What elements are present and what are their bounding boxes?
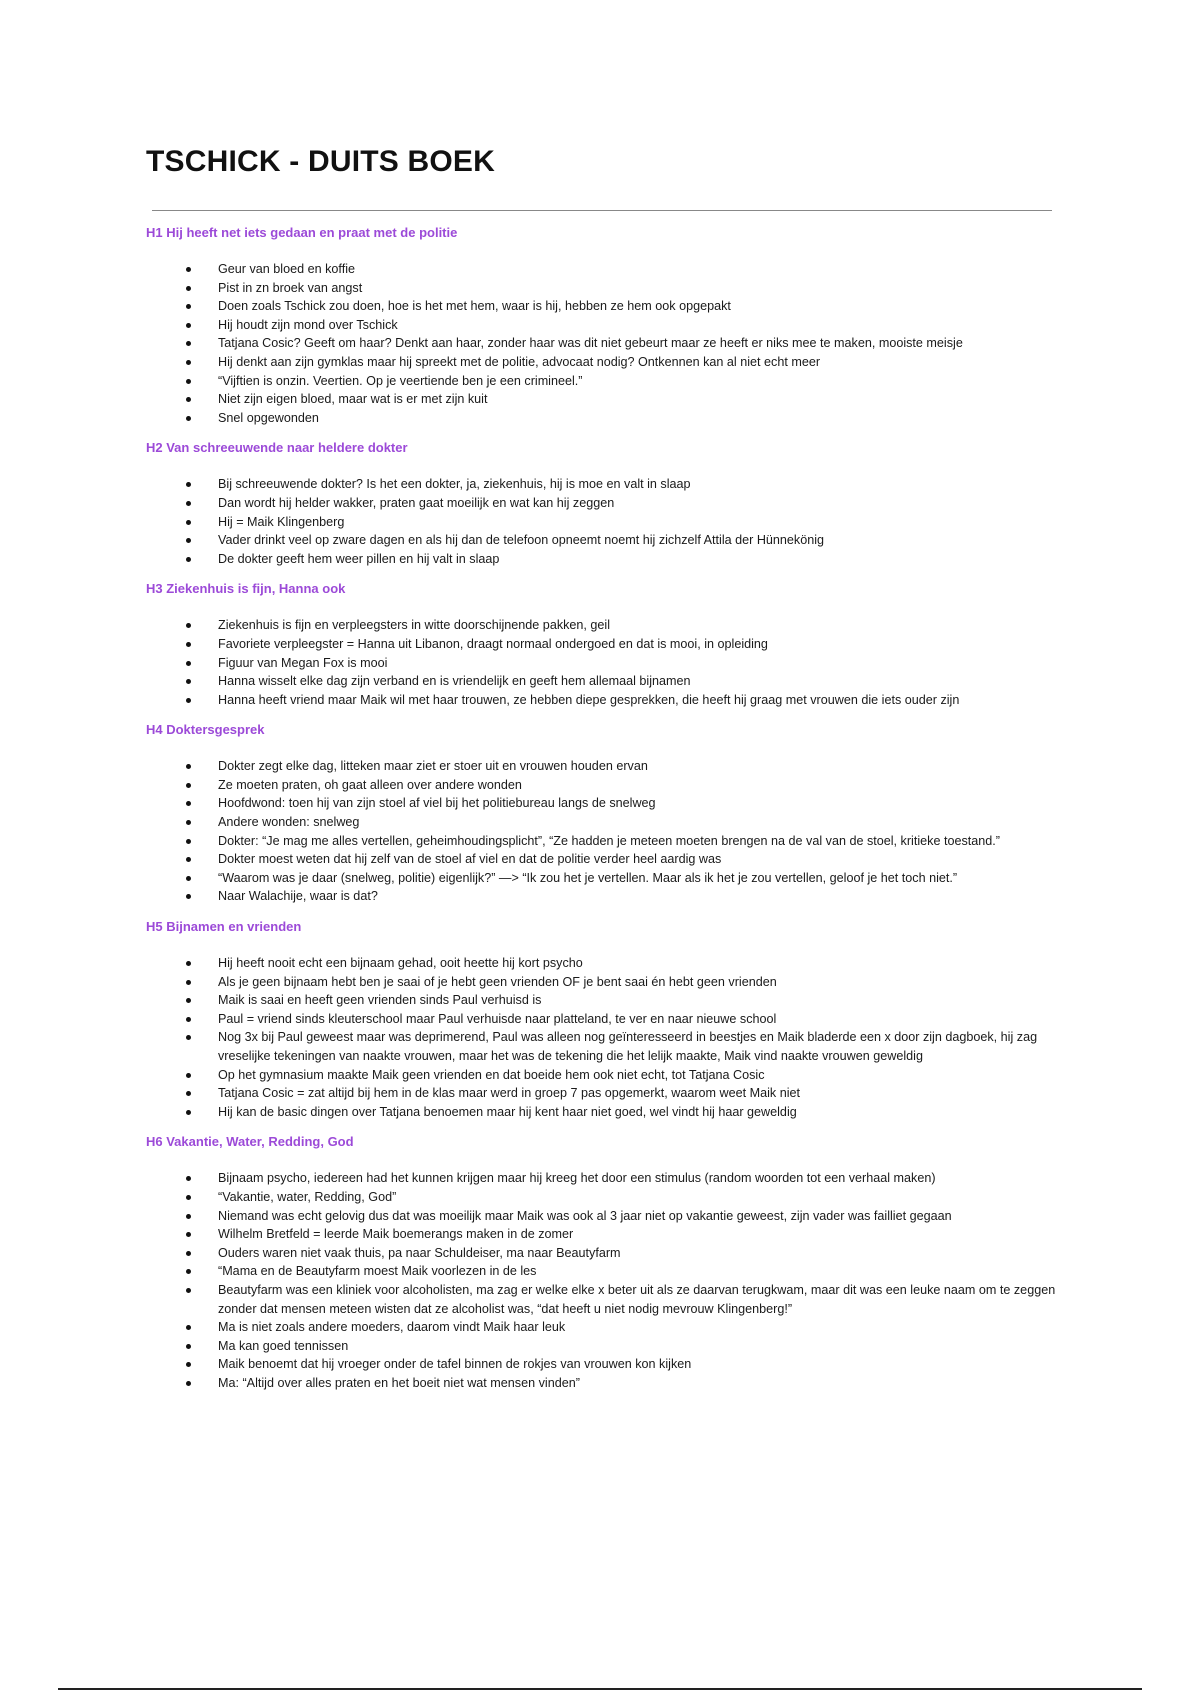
- list-item: Wilhelm Bretfeld = leerde Maik boemerangs maken in de zomer: [146, 1225, 1066, 1244]
- page-bottom-divider: [58, 1688, 1142, 1690]
- list-item: Andere wonden: snelweg: [146, 813, 1066, 832]
- section-heading: H1 Hij heeft net iets gedaan en praat met de politie: [146, 225, 458, 240]
- list-item: Hij = Maik Klingenberg: [146, 513, 1066, 532]
- list-item: “Waarom was je daar (snelweg, politie) eigenlijk?” —> “Ik zou het je vertellen. Maar als ik het je zou vertellen, geloof je het toch niet.”: [146, 869, 1066, 888]
- list-item: Vader drinkt veel op zware dagen en als hij dan de telefoon opneemt noemt hij zichzelf Attila der Hünnekönig: [146, 531, 1066, 550]
- section-heading: H4 Doktersgesprek: [146, 722, 265, 738]
- list-item: Dan wordt hij helder wakker, praten gaat moeilijk en wat kan hij zeggen: [146, 494, 1066, 513]
- bullet-list: [146, 475, 1066, 568]
- list-item: Hanna heeft vriend maar Maik wil met haar trouwen, ze hebben diepe gesprekken, die heeft hij graag met vrouwen die iets ouder zijn: [146, 691, 1066, 710]
- list-item: Hanna wisselt elke dag zijn verband en is vriendelijk en geeft hem allemaal bijnamen: [146, 672, 1066, 691]
- section-h4: [146, 721, 1066, 906]
- list-item: “Mama en de Beautyfarm moest Maik voorlezen in de les: [146, 1262, 1066, 1281]
- section-h5: [146, 918, 1066, 1121]
- list-item: Hoofdwond: toen hij van zijn stoel af viel bij het politiebureau langs de snelweg: [146, 794, 1066, 813]
- list-item: “Vijftien is onzin. Veertien. Op je veertiende ben je een crimineel.”: [146, 372, 1066, 391]
- list-item: “Vakantie, water, Redding, God”: [146, 1188, 1066, 1207]
- document-title: TSCHICK - DUITS BOEK: [146, 145, 495, 178]
- list-item: Bijnaam psycho, iedereen had het kunnen krijgen maar hij kreeg het door een stimulus (random woorden tot een verhaal maken): [146, 1169, 1066, 1188]
- bullet-list: [146, 1169, 1066, 1392]
- list-item: Niet zijn eigen bloed, maar wat is er met zijn kuit: [146, 390, 1066, 409]
- title-divider: [152, 210, 1052, 211]
- list-item: Naar Walachije, waar is dat?: [146, 887, 1066, 906]
- list-item: Dokter zegt elke dag, litteken maar ziet er stoer uit en vrouwen houden ervan: [146, 757, 1066, 776]
- list-item: Pist in zn broek van angst: [146, 279, 1066, 298]
- section-h2: [146, 439, 1066, 568]
- list-item: Geur van bloed en koffie: [146, 260, 1066, 279]
- list-item: Dokter moest weten dat hij zelf van de stoel af viel en dat de politie verder heel aardig was: [146, 850, 1066, 869]
- list-item: Ma kan goed tennissen: [146, 1337, 1066, 1356]
- bullet-list: [146, 757, 1066, 906]
- list-item: Nog 3x bij Paul geweest maar was deprimerend, Paul was alleen nog geïnteresseerd in beestjes en Maik bladerde een x door zijn dagboek, hij zag vreselijke tekeningen van naakte vrouwen, maar het was de tekening die het lelijk maakte, Maik vind naakte vrouwen geweldig: [146, 1028, 1066, 1065]
- section-h3: [146, 580, 1066, 709]
- list-item: Hij kan de basic dingen over Tatjana benoemen maar hij kent haar niet goed, wel vindt hij haar geweldig: [146, 1103, 1066, 1122]
- section-heading: H3 Ziekenhuis is fijn, Hanna ook: [146, 581, 346, 597]
- list-item: Hij denkt aan zijn gymklas maar hij spreekt met de politie, advocaat nodig? Ontkennen kan al niet echt meer: [146, 353, 1066, 372]
- list-item: Tatjana Cosic = zat altijd bij hem in de klas maar werd in groep 7 pas opgemerkt, waarom weet Maik niet: [146, 1084, 1066, 1103]
- list-item: Paul = vriend sinds kleuterschool maar Paul verhuisde naar platteland, te ver en naar nieuwe school: [146, 1010, 1066, 1029]
- list-item: Figuur van Megan Fox is mooi: [146, 654, 1066, 673]
- list-item: De dokter geeft hem weer pillen en hij valt in slaap: [146, 550, 1066, 569]
- list-item: Tatjana Cosic? Geeft om haar? Denkt aan haar, zonder haar was dit niet gebeurt maar ze heeft er niks mee te maken, mooiste meisje: [146, 334, 1066, 353]
- list-item: Niemand was echt gelovig dus dat was moeilijk maar Maik was ook al 3 jaar niet op vakantie geweest, zijn vader was failliet gegaan: [146, 1207, 1066, 1226]
- list-item: Ziekenhuis is fijn en verpleegsters in witte doorschijnende pakken, geil: [146, 616, 1066, 635]
- list-item: Dokter: “Je mag me alles vertellen, geheimhoudingsplicht”, “Ze hadden je meteen moeten brengen na de val van de stoel, kritieke toestand.”: [146, 832, 1066, 851]
- section-heading: H2 Van schreeuwende naar heldere dokter: [146, 440, 408, 456]
- bullet-list: [146, 954, 1066, 1121]
- list-item: Op het gymnasium maakte Maik geen vrienden en dat boeide hem ook niet echt, tot Tatjana Cosic: [146, 1066, 1066, 1085]
- list-item: Maik benoemt dat hij vroeger onder de tafel binnen de rokjes van vrouwen kon kijken: [146, 1355, 1066, 1374]
- list-item: Doen zoals Tschick zou doen, hoe is het met hem, waar is hij, hebben ze hem ook opgepakt: [146, 297, 1066, 316]
- list-item: Ma is niet zoals andere moeders, daarom vindt Maik haar leuk: [146, 1318, 1066, 1337]
- section-h6: [146, 1133, 1066, 1392]
- section-heading: H5 Bijnamen en vrienden: [146, 919, 302, 935]
- list-item: Favoriete verpleegster = Hanna uit Libanon, draagt normaal ondergoed en dat is mooi, in opleiding: [146, 635, 1066, 654]
- list-item: Maik is saai en heeft geen vrienden sinds Paul verhuisd is: [146, 991, 1066, 1010]
- section-heading: H6 Vakantie, Water, Redding, God: [146, 1134, 354, 1150]
- document-page: [146, 142, 1066, 1393]
- list-item: Ma: “Altijd over alles praten en het boeit niet wat mensen vinden”: [146, 1374, 1066, 1393]
- bullet-list: [146, 260, 1066, 427]
- list-item: Hij houdt zijn mond over Tschick: [146, 316, 1066, 335]
- list-item: Ouders waren niet vaak thuis, pa naar Schuldeiser, ma naar Beautyfarm: [146, 1244, 1066, 1263]
- section-h1: [146, 224, 1066, 427]
- list-item: Beautyfarm was een kliniek voor alcoholisten, ma zag er welke elke x beter uit als ze daarvan terugkwam, maar dit was een leuke naam om te zeggen zonder dat mensen meteen wisten dat ze alcoholist was, “dat heeft u niet nodig mevrouw Klingenberg!”: [146, 1281, 1066, 1318]
- list-item: Ze moeten praten, oh gaat alleen over andere wonden: [146, 776, 1066, 795]
- list-item: Als je geen bijnaam hebt ben je saai of je hebt geen vrienden OF je bent saai én hebt geen vrienden: [146, 973, 1066, 992]
- list-item: Hij heeft nooit echt een bijnaam gehad, ooit heette hij kort psycho: [146, 954, 1066, 973]
- bullet-list: [146, 616, 1066, 709]
- list-item: Bij schreeuwende dokter? Is het een dokter, ja, ziekenhuis, hij is moe en valt in slaap: [146, 475, 1066, 494]
- list-item: Snel opgewonden: [146, 409, 1066, 428]
